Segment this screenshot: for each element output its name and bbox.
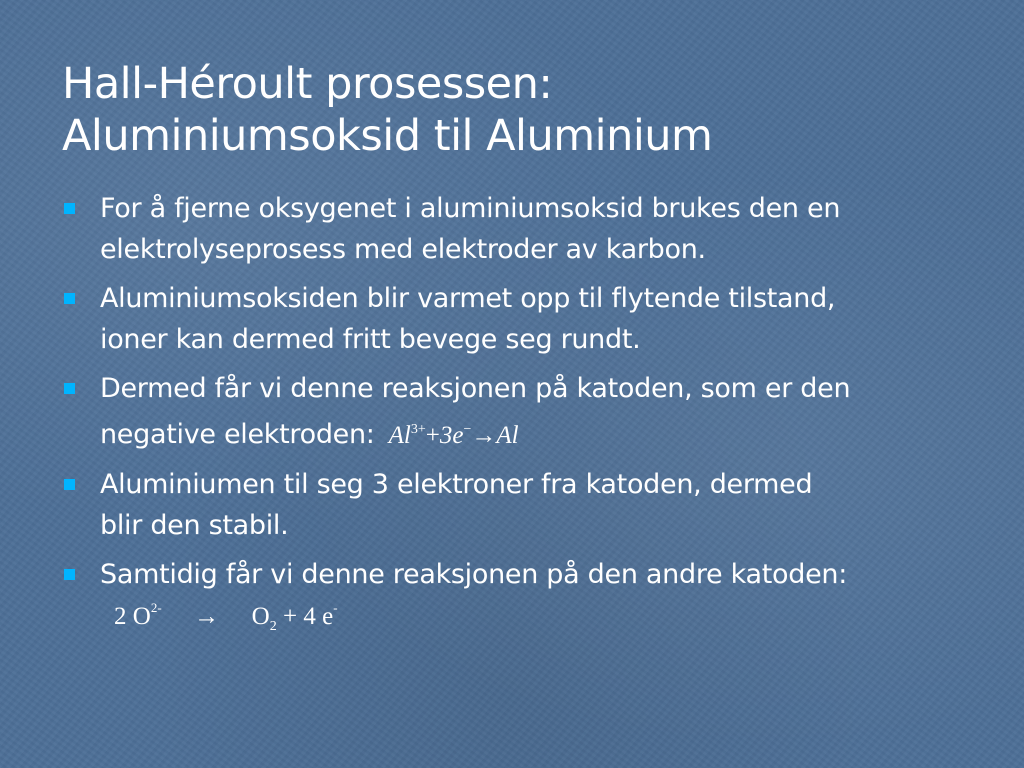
bullet-text: negative elektroden: — [100, 419, 375, 450]
eq2-product: O — [251, 603, 270, 630]
anode-equation — [114, 600, 338, 635]
eq2-reactant: O — [132, 603, 151, 630]
bullet-item-4 — [62, 464, 982, 546]
bullet-text: Aluminiumsoksiden blir varmet opp til flytende tilstand, — [100, 283, 836, 314]
bullet-text-with-equation — [100, 409, 982, 456]
slide-title — [62, 58, 992, 162]
square-bullet-icon — [64, 203, 75, 214]
eq2-coef1: 2 — [114, 603, 127, 630]
eq2-charge: 2- — [150, 600, 162, 615]
eq-charge: 3+ — [410, 422, 426, 437]
bullet-text: ioner kan dermed fritt bevege seg rundt. — [100, 324, 641, 355]
eq2-electron-charge: - — [333, 600, 338, 615]
eq2-electron: e — [322, 603, 334, 630]
eq-plus: + — [425, 422, 440, 449]
bullet-text: elektrolyseprosess med elektroder av karbon. — [100, 234, 706, 265]
eq2-product-sub: 2 — [269, 619, 277, 634]
title-line-2: Aluminiumsoksid til Aluminium — [62, 111, 713, 161]
bullet-text: blir den stabil. — [100, 510, 289, 541]
eq2-coef2: 4 — [303, 603, 316, 630]
title-line-1: Hall-Héroult prosessen: — [62, 59, 553, 109]
bullet-item-3 — [62, 368, 982, 456]
square-bullet-icon — [64, 479, 75, 490]
bullet-item-1 — [62, 188, 982, 270]
eq2-plus: + — [282, 603, 298, 630]
bullet-text: Aluminiumen til seg 3 elektroner fra katoden, dermed — [100, 469, 813, 500]
eq2-arrow: → — [194, 603, 220, 630]
eq-arrow: → — [471, 422, 497, 449]
square-bullet-icon — [64, 293, 75, 304]
cathode-equation — [389, 422, 519, 449]
eq-electron-charge: − — [463, 422, 472, 437]
eq-electrons: 3e — [439, 422, 464, 449]
bullet-text: Samtidig får vi denne reaksjonen på den andre katoden: — [100, 559, 847, 590]
bullet-item-2 — [62, 278, 982, 360]
bullet-list — [62, 188, 982, 603]
bullet-item-5 — [62, 554, 982, 595]
square-bullet-icon — [64, 569, 75, 580]
eq-reactant: Al — [388, 422, 411, 449]
bullet-text: For å fjerne oksygenet i aluminiumsoksid brukes den en — [100, 193, 841, 224]
square-bullet-icon — [64, 383, 75, 394]
eq-product: Al — [496, 422, 519, 449]
bullet-text: Dermed får vi denne reaksjonen på katoden, som er den — [100, 373, 851, 404]
